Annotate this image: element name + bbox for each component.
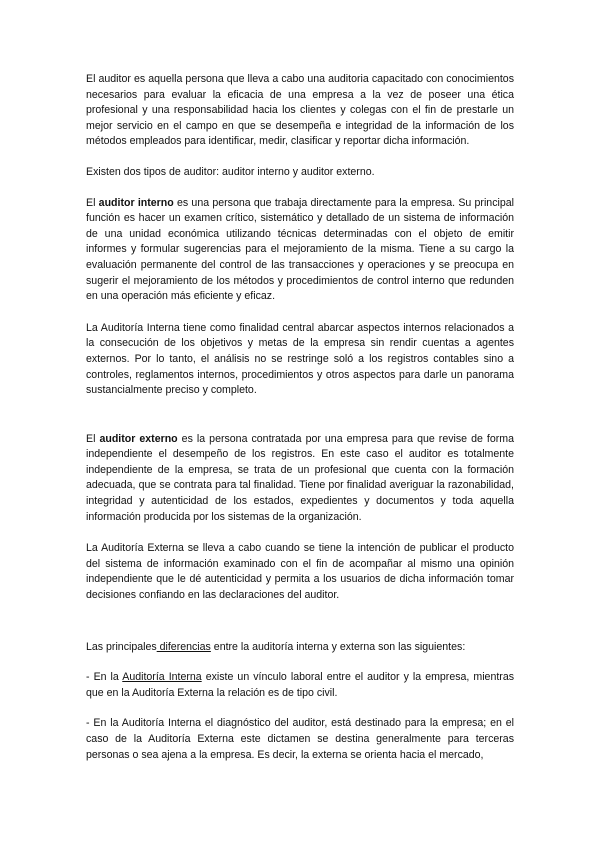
difference-1-term: Auditoría Interna: [122, 671, 202, 684]
differences-term: diferencias: [156, 640, 211, 653]
difference-1-prefix: - En la: [86, 671, 123, 684]
internal-auditor-text: es una persona que trabaja directamente para la empresa. Su principal función es hacer un examen crítico, sistemático y detallado de un sistema de información de una unidad económica utilizando técnicas determinadas con el objeto de emitir informes y formular sugerencias para el mejoramiento de la misma. Tiene a su cargo la evaluación permanente del control de las transacciones y operaciones y se preocupa en sugerir el mejoramiento de los métodos y procedimientos de control interno que redunden en una operación más eficiente y eficaz.: [86, 196, 514, 303]
differences-intro-paragraph: [86, 640, 514, 656]
difference-item-1: [86, 670, 514, 701]
internal-audit-purpose-paragraph: La Auditoría Interna tiene como finalidad central abarcar aspectos internos relacionados a la consecución de los objetivos y metas de la empresa sin rendir cuentas a agentes externos. Por lo tanto, el análisis no se restringe soló a los registros contables sino a controles, reglamentos internos, procedimientos y otros aspectos para darle un panorama sustancialmente preciso y completo.: [86, 321, 514, 397]
difference-1-text: existe un vínculo laboral entre el auditor y la empresa, mientras que en la Auditoría Externa la relación es de tipo civil.: [86, 671, 515, 699]
intro-paragraph: El auditor es aquella persona que lleva a cabo una auditoria capacitado con conocimientos necesarios para evaluar la eficacia de una empresa a la vez de poseer una ética profesional y una responsabilidad hacia los clientes y colegas con el fin de prestarle un mejor servicio en el campo en que se desempeña e integridad de la información de los métodos empleados para identificar, medir, clasificar y reportar dicha información.: [86, 73, 514, 148]
internal-auditor-paragraph: [86, 196, 514, 305]
external-audit-purpose-paragraph: La Auditoría Externa se lleva a cabo cuando se tiene la intención de publicar el producto del sistema de información examinado con el fin de acompañar al mismo una opinión independiente que le dé autenticidad y permita a los usuarios de dicha información tomar decisiones confiando en las declaraciones del auditor.: [86, 542, 514, 602]
external-auditor-prefix: El: [86, 432, 100, 445]
external-auditor-term: auditor externo: [99, 432, 178, 445]
differences-prefix: Las principales: [86, 640, 157, 653]
internal-auditor-prefix: El: [86, 196, 99, 209]
internal-auditor-term: auditor interno: [98, 196, 174, 209]
difference-item-2: - En la Auditoría Interna el diagnóstico del auditor, está destinado para la empresa; en el caso de la Auditoría Externa este dictamen se destina generalmente para terceras personas o sea ajena a la empresa. Es decir, la externa se orienta hacia el mercado,: [86, 717, 514, 761]
differences-suffix: entre la auditoría interna y externa son las siguientes:: [210, 640, 466, 653]
external-auditor-text: es la persona contratada por una empresa para que revise de forma independiente el desempeño de los registros. En este caso el auditor es totalmente independiente de la empresa, se trata de un profesional que cuenta con la formación adecuada, que se contrata para tal finalidad. Tiene por finalidad averiguar la razonabilidad, integridad y autenticidad de los estados, expedientes y documentos y toda aquella información producida por los sistemas de la organización.: [86, 432, 514, 523]
external-auditor-paragraph: [86, 432, 514, 526]
auditor-types-paragraph: Existen dos tipos de auditor: auditor interno y auditor externo.: [86, 165, 375, 178]
